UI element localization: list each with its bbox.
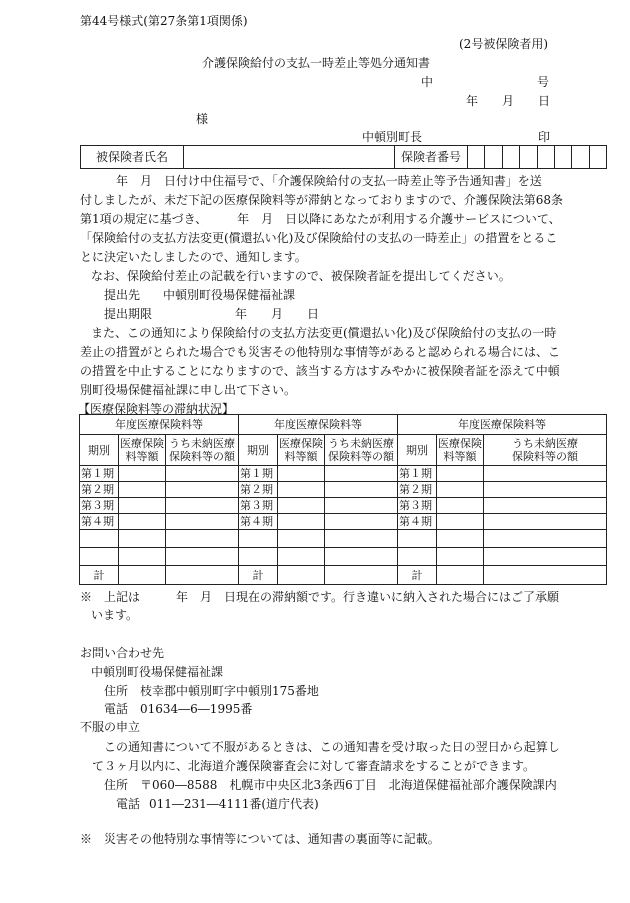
table-row: [80, 566, 607, 585]
body2-line: 別町役場保健福祉課に申し出て下さい。: [80, 383, 297, 397]
issuer: 中頓別町長: [362, 130, 423, 144]
appeal-address: 〒060―8588 札幌市中央区北3条西6丁目 北海道保健福祉部介護保険課内: [140, 778, 557, 792]
period-header: 期別: [398, 435, 437, 466]
insured-info-table: [80, 145, 607, 169]
date-month: 月: [502, 94, 515, 108]
period-cell: 第２期: [239, 482, 278, 498]
addressee-suffix: 様: [196, 112, 209, 126]
contact-office: 中頓別町役場保健福祉課: [91, 665, 224, 679]
unpaid-header: うち未納医療 保険料等の額: [325, 435, 398, 466]
deadline-label: 提出期限: [104, 307, 153, 321]
unpaid-header: うち未納医療 保険料等の額: [484, 435, 607, 466]
body-line: 「保険給付の支払方法変更(償還払い化)及び保険給付の支払の一時差止」の措置をとるこ: [80, 231, 558, 245]
amount-header: 医療保険 料等額: [278, 435, 325, 466]
appeal-address-label: 住所: [104, 778, 129, 792]
appeal-heading: 不服の申立: [80, 720, 141, 734]
contact-address-label: 住所: [104, 684, 129, 698]
period-cell: 第３期: [398, 498, 437, 514]
insurer-number-digit: [468, 146, 485, 169]
period-cell: 第４期: [398, 514, 437, 530]
arrears-heading: 【医療保険料等の滞納状況】: [78, 402, 235, 416]
form-number: 第44号様式(第27条第1項関係): [80, 14, 248, 28]
date-year: 年: [466, 94, 479, 108]
appeal-text-line: この通知書について不服があるときは、この通知書を受け取った日の翌日から起算し: [104, 740, 560, 754]
insured-type: (2号被保険者用): [459, 37, 548, 51]
period-header: 期別: [80, 435, 119, 466]
period-header: 期別: [239, 435, 278, 466]
table-row: [80, 482, 607, 498]
deadline-date: 年 月 日: [235, 307, 320, 321]
period-cell: 第２期: [398, 482, 437, 498]
appeal-text-line: て３ヶ月以内に、北海道介護保険審査会に対して審査請求をすることができます。: [92, 759, 536, 773]
insured-name-cell: [184, 146, 395, 169]
submit-to-label: 提出先: [104, 288, 141, 302]
period-cell: 第３期: [80, 498, 119, 514]
insurer-number-digit: [502, 146, 519, 169]
period-cell: 第２期: [80, 482, 119, 498]
contact-phone-label: 電話: [104, 702, 129, 716]
submit-to-value: 中頓別町役場保健福祉課: [163, 288, 296, 302]
body2-line: の措置を中止することになりますので、該当する方はすみやかに被保険者証を添えて中頓: [80, 364, 560, 378]
body-line: とに決定いたしましたので、通知します。: [80, 250, 307, 264]
table-row: [80, 466, 607, 482]
insurer-number-label: 保険者番号: [395, 146, 468, 169]
insurer-number-digit: [485, 146, 502, 169]
number-suffix: 号: [537, 75, 550, 89]
footer-note: ※ 災害その他特別な事情等については、通知書の裏面等に記載。: [80, 832, 440, 846]
period-cell: 第４期: [80, 514, 119, 530]
amount-header: 医療保険 料等額: [437, 435, 484, 466]
insurer-number-digit: [554, 146, 571, 169]
period-cell: 第３期: [239, 498, 278, 514]
table-row: [80, 514, 607, 530]
total-cell: 計: [239, 566, 278, 585]
body2-line: また、この通知により保険給付の支払方法変更(償還払い化)及び保険給付の支払の一時: [91, 326, 557, 340]
insurer-number-digit: [572, 146, 589, 169]
arrears-table: [79, 414, 607, 585]
contact-phone: 01634―6―1995番: [140, 702, 253, 716]
appeal-phone-label: 電話: [116, 797, 141, 811]
body2-line: 差止の措置がとられた場合でも災害その他特別な事情等があると認められる場合には、こ: [80, 345, 561, 359]
body-line: 第1項の規定に基づき、 年 月 日以降にあなたが利用する介護サービスについて、: [80, 212, 561, 226]
arrears-group-header: 年度医療保険料等: [239, 415, 398, 435]
total-cell: 計: [398, 566, 437, 585]
note-line: います。: [91, 608, 139, 622]
arrears-group-header: 年度医療保険料等: [80, 415, 239, 435]
period-cell: 第４期: [239, 514, 278, 530]
insurer-number-digit: [589, 146, 606, 169]
appeal-phone: 011―231―4111番(道庁代表): [149, 797, 319, 811]
body-line: なお、保険給付差止の記載を行いますので、被保険者証を提出してください。: [91, 269, 511, 283]
period-cell: 第１期: [80, 466, 119, 482]
contact-address: 枝幸郡中頓別町字中頓別175番地: [140, 684, 319, 698]
table-row: [80, 548, 607, 566]
arrears-group-header: 年度医療保険料等: [398, 415, 607, 435]
unpaid-header: うち未納医療 保険料等の額: [166, 435, 239, 466]
amount-header: 医療保険 料等額: [119, 435, 166, 466]
insurer-number-digit: [537, 146, 554, 169]
body-line: 年 月 日付け中住福号で、「介護保険給付の支払一時差止等予告通知書」を送: [104, 174, 542, 188]
table-row: [80, 530, 607, 548]
insured-name-label: 被保険者氏名: [81, 146, 184, 169]
total-cell: 計: [80, 566, 119, 585]
table-row: [80, 498, 607, 514]
date-day: 日: [538, 94, 551, 108]
number-prefix: 中: [421, 75, 434, 89]
seal-mark: 印: [538, 130, 551, 144]
period-cell: 第１期: [239, 466, 278, 482]
body-line: 付しましたが、未だ下記の医療保険料等が滞納となっておりますので、介護保険法第68条: [80, 193, 564, 207]
insurer-number-digit: [520, 146, 537, 169]
period-cell: 第１期: [398, 466, 437, 482]
document-title: 介護保険給付の支払一時差止等処分通知書: [202, 56, 431, 70]
note-line: ※ 上記は 年 月 日現在の滞納額です。行き違いに納入された場合にはご了承願: [80, 590, 560, 604]
contact-heading: お問い合わせ先: [80, 646, 165, 660]
